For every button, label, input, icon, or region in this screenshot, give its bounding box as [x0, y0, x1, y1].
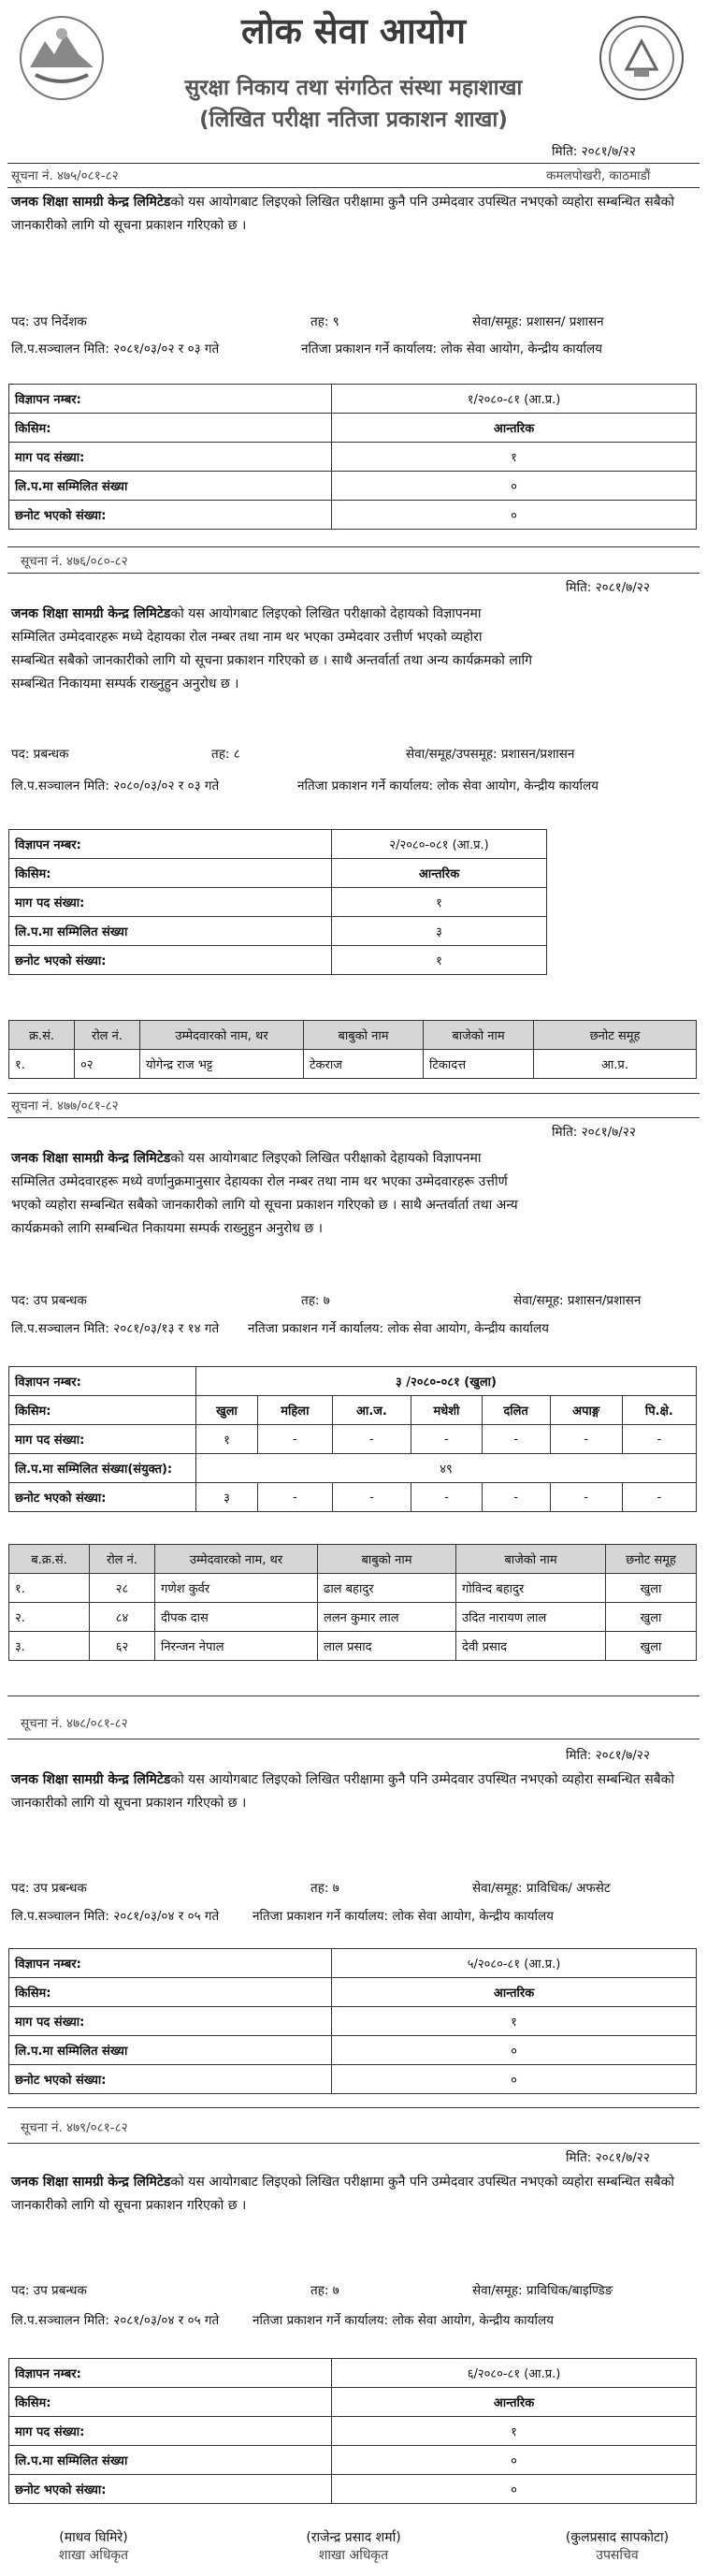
table-row: लि.प.मा सम्मिलित संख्या ०	[9, 2036, 697, 2065]
notice-5-service: सेवा/समूह: प्राविधिक/बाइण्डिङ	[472, 2283, 613, 2298]
notice-1-level: तह: ९	[310, 314, 339, 329]
notice-1-service: सेवा/समूह: प्रशासन/ प्रशासन	[472, 314, 604, 329]
notice-3-office: नतिजा प्रकाशन गर्ने कार्यालय: लोक सेवा आयोग, केन्द्रीय कार्यालय	[248, 1321, 549, 1336]
notice-4-paragraph: जनक शिक्षा सामग्री केन्द्र लिमिटेडको यस आयोगबाट लिइएको लिखित परीक्षामा कुनै पनि उम्मेदवार उपस्थित नभएको व्यहोरा सम्बन्धित सबैको जानकारीको लागि यो सूचना प्रकाशन गरिएको छ ।	[11, 1772, 675, 1811]
signature-3-title: उपसचिव	[596, 2548, 639, 2563]
notice-4-ad-table	[8, 1948, 697, 2094]
table-row: १. ०२ योगेन्द्र राज भट्ट टेकराज टिकादत्त आ.प्र.	[9, 1050, 697, 1079]
table-row: १. २८ गणेश कुर्वर ढाल बहादुर गोविन्द बहादुर खुला	[9, 1574, 697, 1603]
notice-1-paragraph: जनक शिक्षा सामग्री केन्द्र लिमिटेडको यस आयोगबाट लिइएको लिखित परीक्षामा कुनै पनि उम्मेदवार उपस्थित नभएको व्यहोरा सम्बन्धित सबैको जानकारीको लागि यो सूचना प्रकाशन गरिएको छ ।	[11, 195, 675, 233]
notice-3-paragraph: जनक शिक्षा सामग्री केन्द्र लिमिटेडको यस आयोगबाट लिइएको लिखित परीक्षाको देहायको विज्ञापनमा सम्मिलित उम्मेदवारहरू मध्ये वर्णानुक्रमानुसार देहायका रोल नम्बर तथा नाम थर भएका उम्मेदवारहरू उत्तीर्ण भएको व्यहोरा सम्बन्धित सबैको जानकारीको लागि यो सूचना प्रकाशन गरिएको छ । साथै अन्तर्वार्ता तथा अन्य कार्यक्रमको लागि सम्बन्धित निकायमा सम्पर्क राख्नुहुन अनुरोध छ ।	[11, 1151, 518, 1236]
notice-4-service: सेवा/समूह: प्राविधिक/ अफसेट	[472, 1881, 611, 1896]
notice-5-post: पद: उप प्रबन्धक	[11, 2283, 87, 2298]
notice-1-exam-date: लि.प.सञ्चालन मिति: २०८१/०३/०२ र ०३ गते	[11, 342, 220, 357]
table-row: माग पद संख्या: १	[9, 2007, 697, 2036]
table-row: लि.प.मा सम्मिलित संख्या ३	[9, 917, 547, 946]
table-row: विज्ञापन नम्बर: २/२०८०-०८१ (आ.प्र.)	[9, 830, 547, 859]
notice-2-post: पद: प्रबन्धक	[11, 747, 69, 762]
notice-5-ad-table	[8, 2358, 697, 2504]
notice-2-result-table	[8, 1020, 697, 1079]
table-row: माग पद संख्या: १	[9, 2417, 697, 2446]
notice-5-date: मिति: २०८१/७/२२	[566, 2150, 650, 2165]
notice-5-paragraph: जनक शिक्षा सामग्री केन्द्र लिमिटेडको यस आयोगबाट लिइएको लिखित परीक्षामा कुनै पनि उम्मेदवार उपस्थित नभएको व्यहोरा सम्बन्धित सबैको जानकारीको लागि यो सूचना प्रकाशन गरिएको छ ।	[11, 2175, 675, 2213]
table-row: किसिम: आन्तरिक	[9, 2388, 697, 2417]
notice-5-level: तह: ७	[310, 2283, 339, 2298]
notice-4-date: मिति: २०८१/७/२२	[566, 1748, 650, 1763]
notice-1-post: पद: उप निर्देशक	[11, 314, 87, 329]
table-header-row: ब.क्र.सं. रोल नं. उम्मेदवारको नाम, थर बाबुको नाम बाजेको नाम छनोट समूह	[9, 1545, 697, 1574]
table-row: विज्ञापन नम्बर: १/२०८०-८१ (आ.प्र.)	[9, 385, 697, 414]
table-row: माग पद संख्या: १	[9, 888, 547, 917]
notice-2-ad-table	[8, 829, 547, 975]
signature-3	[524, 2528, 707, 2564]
table-row: लि.प.मा सम्मिलित संख्या ०	[9, 2446, 697, 2475]
notice-number: सूचना नं. ४७५/०८१-८२	[11, 168, 119, 183]
location: कमलपोखरी, काठमाडौं	[546, 168, 651, 183]
signature-1-name: (माधव घिमिरे)	[59, 2530, 128, 2545]
table-row: लि.प.मा सम्मिलित संख्या(संयुक्त): ४९	[9, 1454, 697, 1483]
signature-1	[0, 2528, 187, 2564]
subtitle-division: सुरक्षा निकाय तथा संगठित संस्था महाशाखा	[184, 76, 523, 100]
table-row: किसिम: आन्तरिक	[9, 859, 547, 888]
notice-2-service: सेवा/समूह/उपसमूह: प्रशासन/प्रशासन	[406, 747, 575, 762]
table-row: छनोट भएको संख्या: ०	[9, 2475, 697, 2504]
signature-2-name: (राजेन्द्र प्रसाद शर्मा)	[306, 2530, 401, 2545]
notice-4-level: तह: ७	[310, 1881, 339, 1896]
table-row: विज्ञापन नम्बर: ५/२०८०-८१ (आ.प्र.)	[9, 1949, 697, 1978]
table-row: विज्ञापन नम्बर: ६/२०८०-८१ (आ.प्र.)	[9, 2359, 697, 2388]
signature-2-title: शाखा अधिकृत	[318, 2548, 389, 2563]
notice-4-office: नतिजा प्रकाशन गर्ने कार्यालय: लोक सेवा आयोग, केन्द्रीय कार्यालय	[252, 1909, 554, 1924]
signature-3-name: (कुलप्रसाद सापकोटा)	[565, 2530, 670, 2545]
notice-3-post: पद: उप प्रबन्धक	[11, 1293, 87, 1308]
notice-3-date: मिति: २०८१/७/२२	[552, 1125, 636, 1140]
table-row: छनोट भएको संख्या: १	[9, 946, 547, 975]
notice-5-number: सूचना नं. ४७९/०८१-८२	[21, 2120, 128, 2135]
signature-1-title: शाखा अधिकृत	[58, 2548, 129, 2563]
signature-2	[260, 2528, 447, 2564]
subtitle-section: (लिखित परीक्षा नतिजा प्रकाशन शाखा)	[199, 108, 508, 132]
notice-3-level: तह: ७	[301, 1293, 330, 1308]
notice-3-exam-date: लि.प.सञ्चालन मिति: २०८१/०३/१३ र १४ गते	[11, 1321, 220, 1336]
table-row: किसिम: आन्तरिक	[9, 1978, 697, 2007]
notice-4-number: सूचना नं. ४७८/०८१-८२	[21, 1716, 128, 1731]
table-row: किसिम: आन्तरिक	[9, 414, 697, 443]
notice-3-number: सूचना नं. ४७७/०८१-८२	[11, 1099, 119, 1113]
notice-2-paragraph: जनक शिक्षा सामग्री केन्द्र लिमिटेडको यस आयोगबाट लिइएको लिखित परीक्षाको देहायको विज्ञापनमा सम्मिलित उम्मेदवारहरू मध्ये देहायका रोल नम्बर तथा नाम थर भएका उम्मेदवार उत्तीर्ण भएको व्यहोरा सम्बन्धित सबैको जानकारीको लागि यो सूचना प्रकाशन गरिएको छ । साथै अन्तर्वार्ता तथा अन्य कार्यक्रमको लागि सम्बन्धित निकायमा सम्पर्क राख्नुहुन अनुरोध छ ।	[11, 606, 532, 691]
table-row: विज्ञापन नम्बर: ३ /२०८०-०८१ (खुला)	[9, 1367, 697, 1396]
table-row: किसिम: खुला महिला आ.ज. मधेशी दलित अपाङ्ग पि.क्षे.	[9, 1396, 697, 1425]
table-row: छनोट भएको संख्या: ३ - - - - - -	[9, 1483, 697, 1512]
notice-date: मिति: २०८१/७/२२	[552, 144, 636, 159]
notice-4-post: पद: उप प्रबन्धक	[11, 1881, 87, 1896]
table-row: छनोट भएको संख्या: ०	[9, 501, 697, 530]
notice-1-ad-table	[8, 384, 697, 530]
notice-3-result-table	[8, 1544, 697, 1661]
notice-1-office: नतिजा प्रकाशन गर्ने कार्यालय: लोक सेवा आयोग, केन्द्रीय कार्यालय	[301, 342, 602, 357]
table-row: लि.प.मा सम्मिलित संख्या ०	[9, 472, 697, 501]
table-header-row: क्र.सं. रोल नं. उम्मेदवारको नाम, थर बाबुको नाम बाजेको नाम छनोट समूह	[9, 1021, 697, 1050]
notice-2-number: सूचना नं. ४७६/०८०-८२	[21, 554, 128, 569]
notice-2-office: नतिजा प्रकाशन गर्ने कार्यालय: लोक सेवा आयोग, केन्द्रीय कार्यालय	[297, 779, 599, 793]
notice-5-office: नतिजा प्रकाशन गर्ने कार्यालय: लोक सेवा आयोग, केन्द्रीय कार्यालय	[252, 2313, 554, 2328]
notice-4-exam-date: लि.प.सञ्चालन मिति: २०८१/०३/०४ र ०५ गते	[11, 1909, 220, 1924]
notice-5-exam-date: लि.प.सञ्चालन मिति: २०८१/०३/०४ र ०५ गते	[11, 2313, 220, 2328]
page-title: लोक सेवा आयोग	[240, 10, 467, 51]
table-row: ३. ६२ निरन्जन नेपाल लाल प्रसाद देवी प्रसाद खुला	[9, 1632, 697, 1661]
notice-3-service: सेवा/समूह: प्रशासन/प्रशासन	[513, 1293, 642, 1308]
table-row: २. ८४ दीपक दास ललन कुमार लाल उदित नारायण लाल खुला	[9, 1603, 697, 1632]
table-row: छनोट भएको संख्या: ०	[9, 2065, 697, 2094]
notice-2-exam-date: लि.प.सञ्चालन मिति: २०८०/०३/०२ र ०३ गते	[11, 779, 220, 793]
notice-3-ad-table	[8, 1366, 697, 1512]
table-row: माग पद संख्या: १	[9, 443, 697, 472]
notice-2-level: तह: ८	[211, 747, 240, 762]
notice-2-date: मिति: २०८१/७/२२	[566, 580, 650, 595]
table-row: माग पद संख्या: १ - - - - - -	[9, 1425, 697, 1454]
